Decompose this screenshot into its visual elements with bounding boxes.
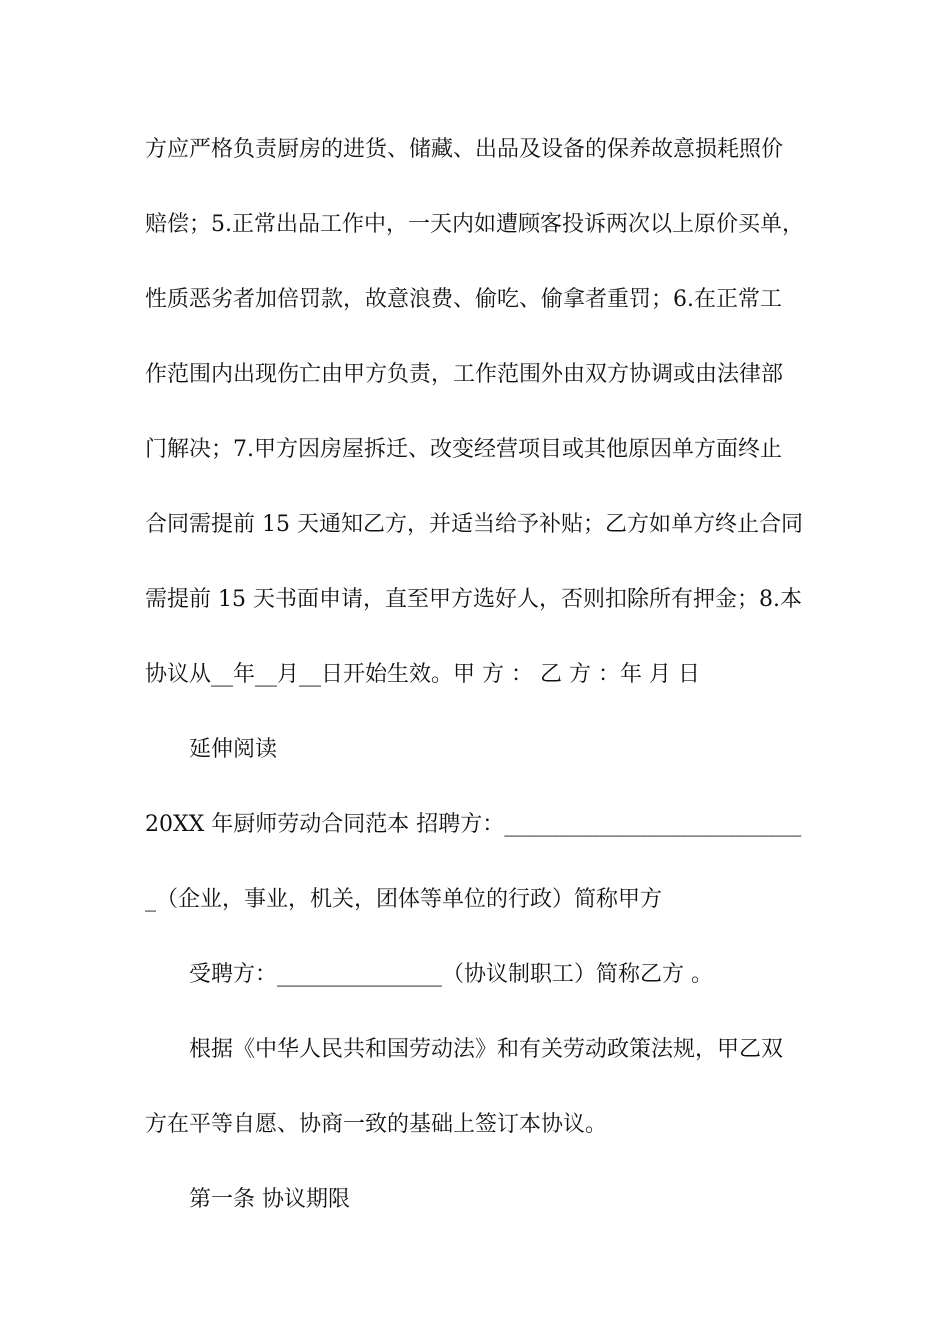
- body-text-line-6: 合同需提前 15 天通知乙方，并适当给予补贴；乙方如单方终止合同: [145, 512, 803, 537]
- section-heading-extended-reading: 延伸阅读: [189, 737, 278, 762]
- body-text-line-4: 作范围内出现伤亡由甲方负责，工作范围外由双方协调或由法律部: [145, 362, 784, 387]
- employee-line: 受聘方：_______________（协议制职工）简称乙方 。: [189, 962, 713, 987]
- legal-basis-line-2: 方在平等自愿、协商一致的基础上签订本协议。: [145, 1112, 608, 1137]
- legal-basis-line-1: 根据《中华人民共和国劳动法》和有关劳动政策法规，甲乙双: [189, 1037, 784, 1062]
- body-text-line-7: 需提前 15 天书面申请，直至甲方选好人，否则扣除所有押金；8.本: [145, 587, 802, 612]
- body-text-line-8: 协议从__年__月__日开始生效。甲 方 ： 乙 方 ：年 月 日: [145, 662, 700, 687]
- body-text-line-3: 性质恶劣者加倍罚款，故意浪费、偷吃、偷拿者重罚；6.在正常工: [145, 287, 782, 312]
- body-text-line-2: 赔偿；5.正常出品工作中，一天内如遭顾客投诉两次以上原价买单，: [145, 212, 804, 237]
- body-text-line-1: 方应严格负责厨房的进货、储藏、出品及设备的保养故意损耗照价: [145, 137, 784, 162]
- contract-title-line: 20XX 年厨师劳动合同范本 招聘方：___________________________: [145, 812, 802, 837]
- employer-description-line: _（企业，事业，机关，团体等单位的行政）简称甲方: [145, 887, 663, 912]
- body-text-line-5: 门解决；7.甲方因房屋拆迁、改变经营项目或其他原因单方面终止: [145, 437, 782, 462]
- article-one-heading: 第一条 协议期限: [189, 1187, 350, 1212]
